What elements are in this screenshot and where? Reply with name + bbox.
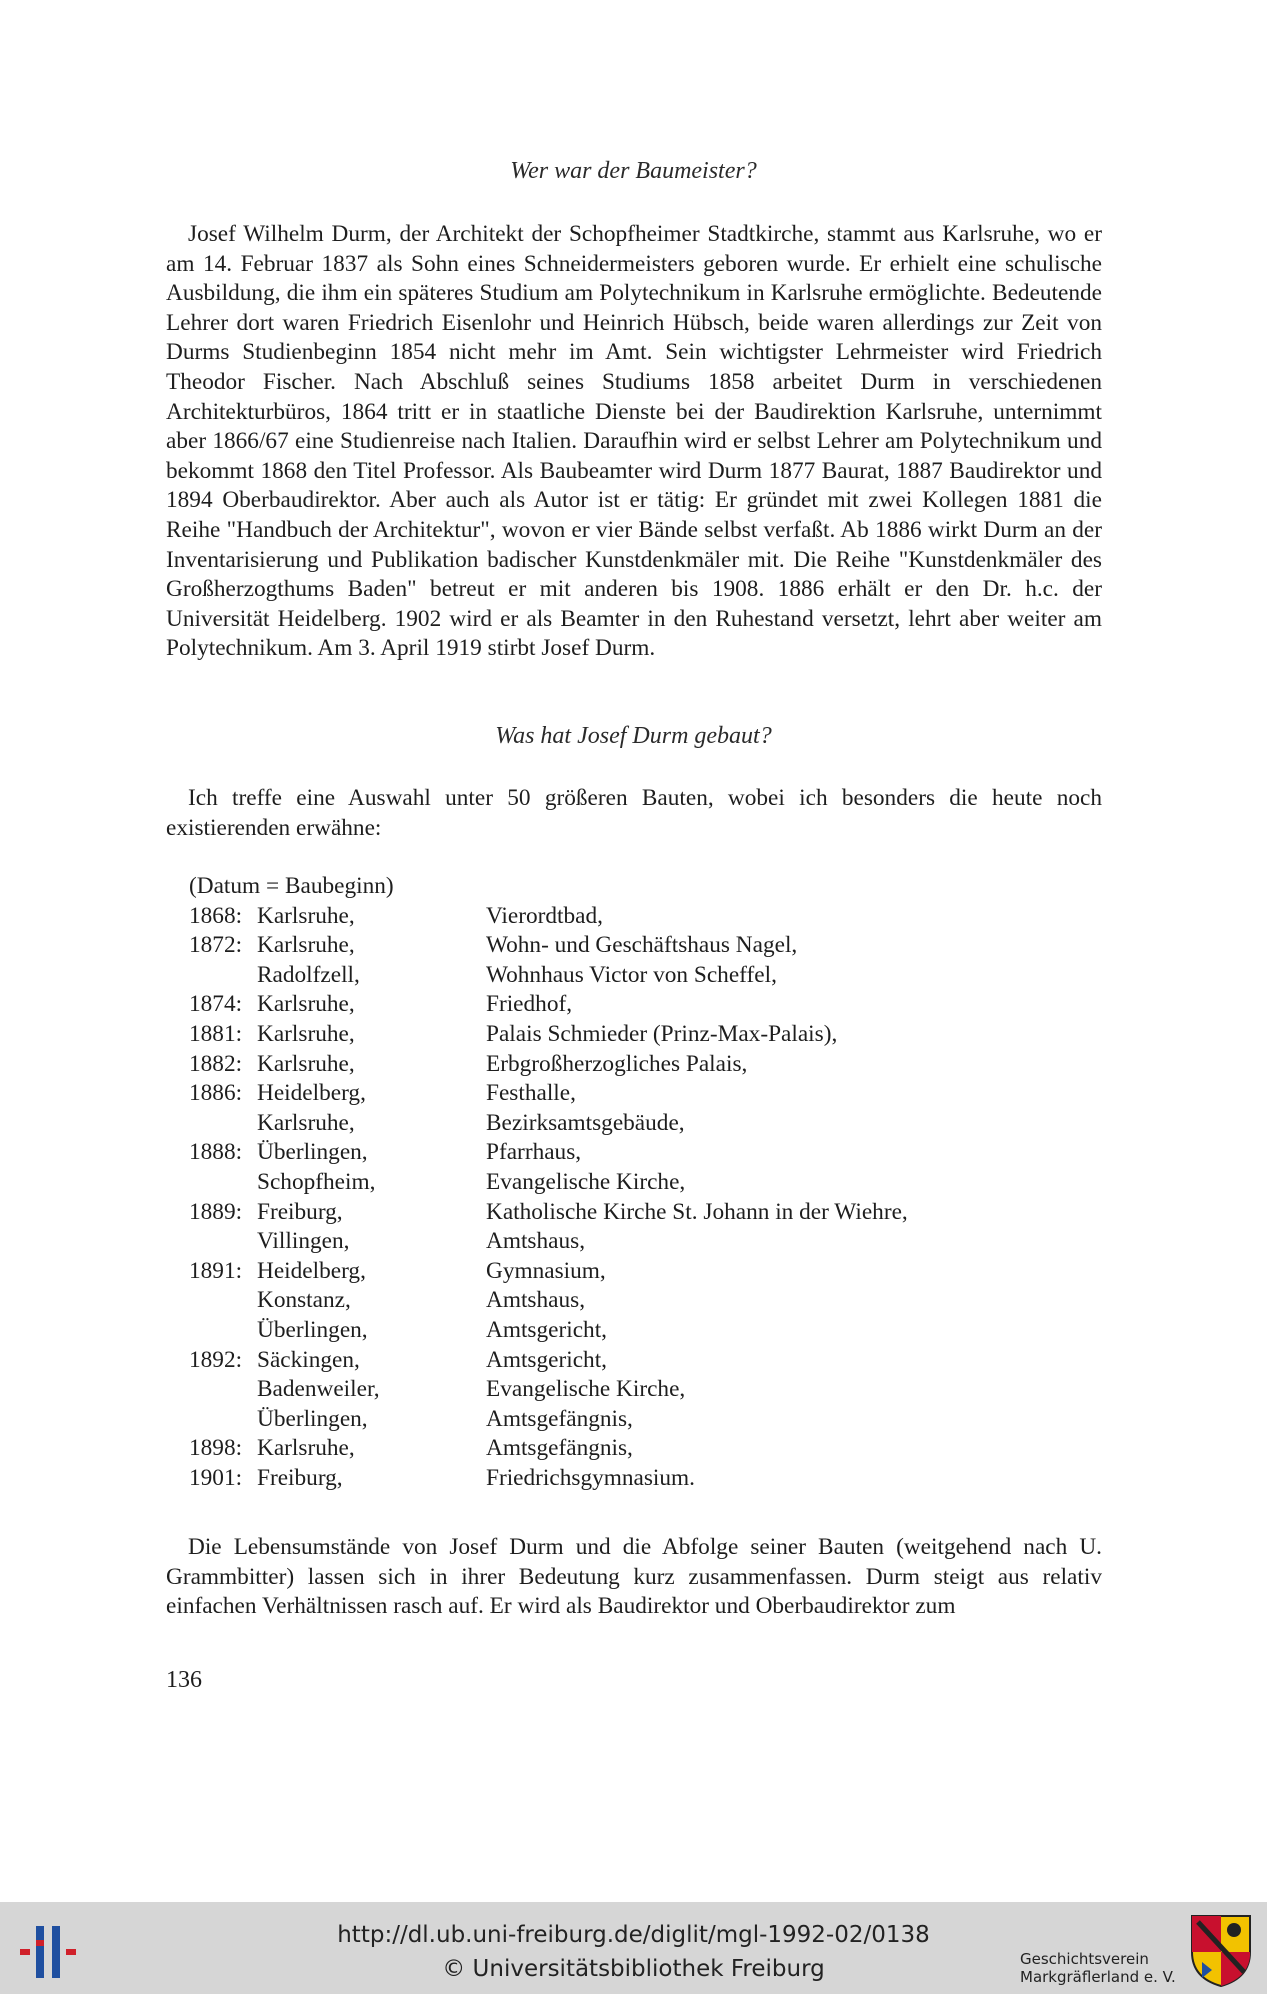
building-place: Badenweiler, bbox=[257, 1376, 380, 1403]
building-place: Karlsruhe, bbox=[257, 932, 355, 959]
building-year: 1892: bbox=[189, 1346, 243, 1373]
caption-text: (Datum = Baubeginn) bbox=[189, 873, 394, 899]
building-year: 1886: bbox=[189, 1080, 243, 1107]
building-year: 1868: bbox=[189, 902, 243, 929]
building-year: 1891: bbox=[189, 1257, 243, 1284]
building-name: Bezirksamtsgebäude, bbox=[486, 1109, 685, 1136]
building-year: 1872: bbox=[189, 932, 243, 959]
building-place: Radolfzell, bbox=[257, 961, 360, 988]
footer-url[interactable]: http://dl.ub.uni-freiburg.de/diglit/mgl-1992-02/0138 bbox=[337, 1922, 930, 1948]
building-name: Vierordtbad, bbox=[486, 902, 603, 929]
building-name: Amtsgefängnis, bbox=[486, 1435, 633, 1462]
building-place: Karlsruhe, bbox=[257, 1050, 355, 1077]
building-place: Schopfheim, bbox=[257, 1168, 376, 1195]
building-year: 1889: bbox=[189, 1198, 243, 1225]
building-name: Erbgroßherzogliches Palais, bbox=[486, 1050, 748, 1077]
building-place: Überlingen, bbox=[257, 1139, 368, 1166]
building-name: Wohn- und Geschäftshaus Nagel, bbox=[486, 932, 798, 959]
building-name: Palais Schmieder (Prinz-Max-Palais), bbox=[486, 1020, 838, 1047]
paragraph-selection-intro: Ich treffe eine Auswahl unter 50 größeren Bauten, wobei ich besonders die heute noch existierenden erwähne: bbox=[166, 785, 1102, 841]
footer-copyright: © Universitätsbibliothek Freiburg bbox=[442, 1956, 825, 1982]
building-place: Freiburg, bbox=[257, 1464, 343, 1491]
building-name: Festhalle, bbox=[486, 1080, 576, 1107]
building-name: Evangelische Kirche, bbox=[486, 1168, 686, 1195]
building-name: Katholische Kirche St. Johann in der Wiehre, bbox=[486, 1198, 908, 1225]
building-name: Amtsgericht, bbox=[486, 1316, 607, 1343]
building-year: 1888: bbox=[189, 1139, 243, 1166]
org-line-2: Markgräflerland e. V. bbox=[1020, 1968, 1176, 1986]
building-name: Friedrichsgymnasium. bbox=[486, 1464, 696, 1491]
building-place: Heidelberg, bbox=[257, 1257, 366, 1284]
building-place: Karlsruhe, bbox=[257, 1435, 355, 1462]
building-place: Karlsruhe, bbox=[257, 902, 355, 929]
building-place: Villingen, bbox=[257, 1228, 350, 1255]
building-place: Säckingen, bbox=[257, 1346, 360, 1373]
building-place: Heidelberg, bbox=[257, 1080, 366, 1107]
building-place: Karlsruhe, bbox=[257, 991, 355, 1018]
org-line-1: Geschichtsverein bbox=[1020, 1950, 1149, 1968]
building-name: Amtsgefängnis, bbox=[486, 1405, 633, 1432]
building-name: Pfarrhaus, bbox=[486, 1139, 582, 1166]
coat-of-arms-icon bbox=[1188, 1912, 1254, 1988]
building-name: Wohnhaus Victor von Scheffel, bbox=[486, 961, 777, 988]
building-year: 1898: bbox=[189, 1435, 243, 1462]
footer-bar bbox=[0, 1902, 1267, 1994]
section-heading-bauten: Was hat Josef Durm gebaut? bbox=[495, 723, 772, 749]
building-name: Gymnasium, bbox=[486, 1257, 606, 1284]
building-place: Konstanz, bbox=[257, 1287, 351, 1314]
building-name: Amtshaus, bbox=[486, 1287, 586, 1314]
building-year: 1881: bbox=[189, 1020, 243, 1047]
footer-organization bbox=[1020, 1950, 1176, 1986]
building-place: Überlingen, bbox=[257, 1316, 368, 1343]
building-place: Überlingen, bbox=[257, 1405, 368, 1432]
building-year: 1874: bbox=[189, 991, 243, 1018]
building-name: Amtshaus, bbox=[486, 1228, 586, 1255]
page-number: 136 bbox=[166, 1667, 202, 1693]
building-name: Evangelische Kirche, bbox=[486, 1376, 686, 1403]
paragraph-summary: Die Lebensumstände von Josef Durm und die Abfolge seiner Bauten (weitgehend nach U. Grammbitter) lassen sich in ihrer Bedeutung kurz zusammenfassen. Durm steigt aus relativ einfachen Verhältnissen rasch auf. Er wird als Baudirektor und Oberbaudirektor zum bbox=[166, 1534, 1102, 1620]
paragraph-biography: Josef Wilhelm Durm, der Architekt der Schopfheimer Stadtkirche, stammt aus Karlsruhe, wo er am 14. Februar 1837 als Sohn eines Schneidermeisters geboren wurde. Er erhielt eine schulische Ausbildung, die ihm ein späteres Studium am Polytechnikum in Karlsruhe ermöglichte. Bedeutende Lehrer dort waren Friedrich Eisenlohr und Heinrich Hübsch, beide waren allerdings zur Zeit von Durms Studienbeginn 1854 nicht mehr im Amt. Sein wichtigster Lehrmeister wird Friedrich Theodor Fischer. Nach Abschluß seines Studiums 1858 arbeitet Durm in verschiedenen Architekturbüros, 1864 tritt er in staatliche Dienste bei der Baudirektion Karlsruhe, unternimmt aber 1866/67 eine Studienreise nach Italien. Daraufhin wird er selbst Lehrer am Polytechnikum und bekommt 1868 den Titel Professor. Als Baubeamter wird Durm 1877 Baurat, 1887 Baudirektor und 1894 Oberbaudirektor. Aber auch als Autor ist er tätig: Er gründet mit zwei Kollegen 1881 die Reihe "Handbuch der Architektur", wovon er vier Bände selbst verfaßt. Ab 1886 wirkt Durm an der Inventarisierung und Publikation badischer Kunstdenkmäler mit. Die Reihe "Kunstdenkmäler des Großherzogthums Baden" betreut er mit anderen bis 1908. 1886 erhält er den Dr. h.c. der Universität Heidelberg. 1902 wird er als Beamter in den Ruhestand versetzt, lehrt aber weiter am Polytechnikum. Am 3. April 1919 stirbt Josef Durm. bbox=[166, 221, 1102, 662]
building-year: 1901: bbox=[189, 1464, 243, 1491]
building-year: 1882: bbox=[189, 1050, 243, 1077]
building-place: Karlsruhe, bbox=[257, 1020, 355, 1047]
building-name: Amtsgericht, bbox=[486, 1346, 607, 1373]
building-name: Friedhof, bbox=[486, 991, 573, 1018]
building-place: Freiburg, bbox=[257, 1198, 343, 1225]
building-place: Karlsruhe, bbox=[257, 1109, 355, 1136]
section-heading-baumeister: Wer war der Baumeister? bbox=[510, 158, 757, 184]
